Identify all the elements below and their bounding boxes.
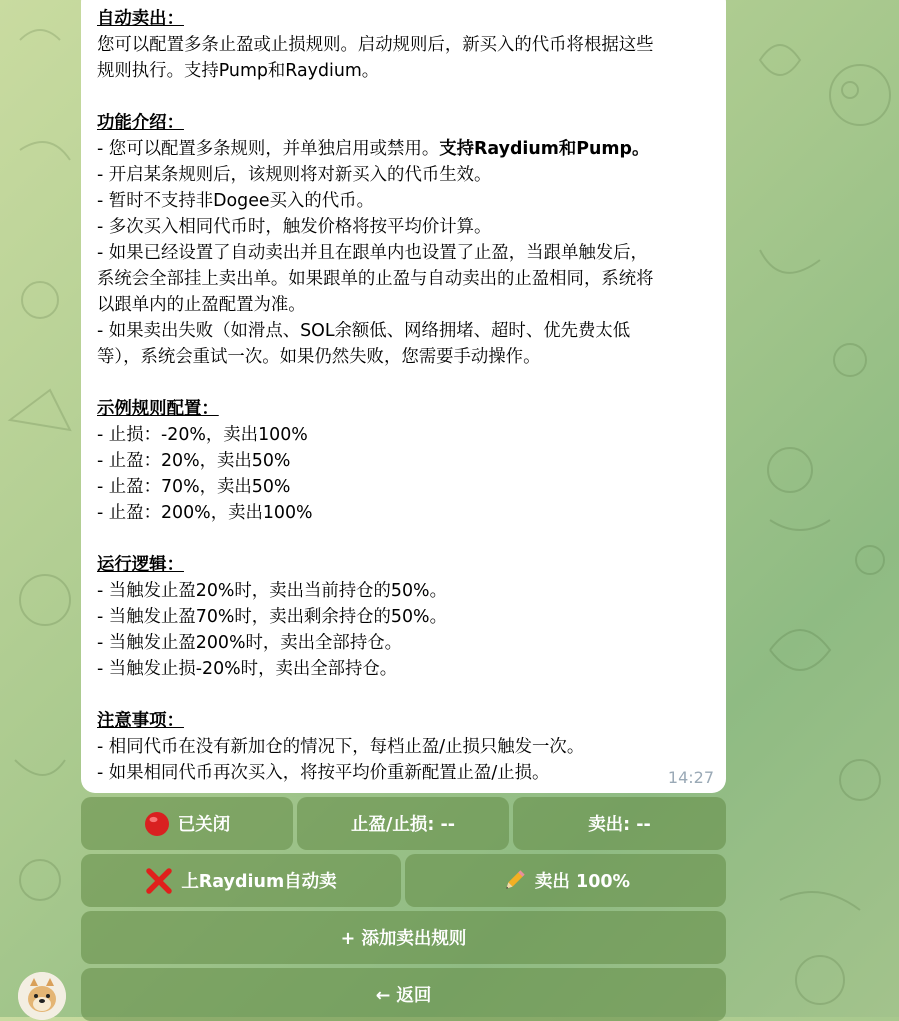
message-line: - 止盈：200%，卖出100% (97, 503, 313, 523)
back-button[interactable] (81, 968, 726, 1021)
message-line: - 多次买入相同代币时，触发价格将按平均价计算。 (97, 217, 492, 237)
sell-amount-button[interactable] (513, 797, 726, 850)
message-line: 以跟单内的止盈配置为准。 (97, 295, 306, 315)
message-line: - 当触发止盈200%时，卖出全部持仓。 (97, 633, 402, 653)
add-sell-rule-label: + 添加卖出规则 (340, 929, 467, 949)
message-line: - 止盈：70%，卖出50% (97, 477, 291, 497)
message-section-heading: 注意事项： (97, 711, 184, 731)
message-section-heading: 功能介绍： (97, 113, 184, 133)
sell-amount-label: 卖出: -- (588, 815, 651, 835)
message-line: 系统会全部挂上卖出单。如果跟单的止盈与自动卖出的止盈相同，系统将 (97, 269, 654, 289)
message-line-text: - 您可以配置多条规则，并单独启用或禁用。 (97, 139, 440, 159)
message-section-heading: 自动卖出： (97, 9, 184, 29)
pencil-icon (501, 868, 527, 894)
sell-percent-button[interactable] (405, 854, 726, 907)
message-line: - 如果卖出失败（如滑点、SOL余额低、网络拥堵、超时、优先费太低 (97, 321, 631, 341)
tp-sl-label: 止盈/止损: -- (350, 815, 455, 835)
message-line: 规则执行。支持Pump和Raydium。 (97, 61, 380, 81)
message-line: - 当触发止盈70%时，卖出剩余持仓的50%。 (97, 607, 447, 627)
red-circle-icon (144, 811, 170, 837)
message-line: - 如果相同代币再次买入，将按平均价重新配置止盈/止损。 (97, 763, 550, 783)
message-line: 等），系统会重试一次。如果仍然失败，您需要手动操作。 (97, 347, 541, 367)
message-time: 14:27 (667, 768, 714, 787)
message-section-heading: 运行逻辑： (97, 555, 184, 575)
message-line: - 当触发止盈20%时，卖出当前持仓的50%。 (97, 581, 447, 601)
message-line (97, 136, 710, 162)
message-line: 您可以配置多条止盈或止损规则。启动规则后，新买入的代币将根据这些 (97, 35, 654, 55)
message-line-bold-text: 支持Raydium和Pump。 (439, 139, 650, 159)
message-blank-line (97, 682, 710, 708)
message-blank-line (97, 526, 710, 552)
raydium-auto-sell-label: 上Raydium自动卖 (181, 872, 337, 892)
message-line: - 止盈：20%，卖出50% (97, 451, 291, 471)
message-line: - 开启某条规则后，该规则将对新买入的代币生效。 (97, 165, 492, 185)
raydium-auto-sell-button[interactable] (81, 854, 401, 907)
message-blank-line (97, 84, 710, 110)
bot-avatar[interactable] (18, 972, 66, 1020)
doge-avatar-icon (18, 972, 66, 1020)
sell-percent-label: 卖出 100% (534, 872, 631, 892)
tp-sl-button[interactable] (297, 797, 509, 850)
message-section-heading: 示例规则配置： (97, 399, 219, 419)
add-sell-rule-button[interactable] (81, 911, 726, 964)
message-line: - 暂时不支持非Dogee买入的代币。 (97, 191, 374, 211)
message-text (97, 6, 710, 786)
message-blank-line (97, 370, 710, 396)
status-toggle-button[interactable] (81, 797, 293, 850)
message-line: - 如果已经设置了自动卖出并且在跟单内也设置了止盈，当跟单触发后， (97, 243, 648, 263)
cross-mark-icon (145, 867, 173, 895)
message-line: - 当触发止损-20%时，卖出全部持仓。 (97, 659, 398, 679)
message-line: - 止损：-20%，卖出100% (97, 425, 308, 445)
message-bubble (81, 0, 726, 793)
message-line: - 相同代币在没有新加仓的情况下，每档止盈/止损只触发一次。 (97, 737, 585, 757)
status-label: 已关闭 (177, 815, 231, 835)
back-label: ← 返回 (375, 986, 432, 1006)
